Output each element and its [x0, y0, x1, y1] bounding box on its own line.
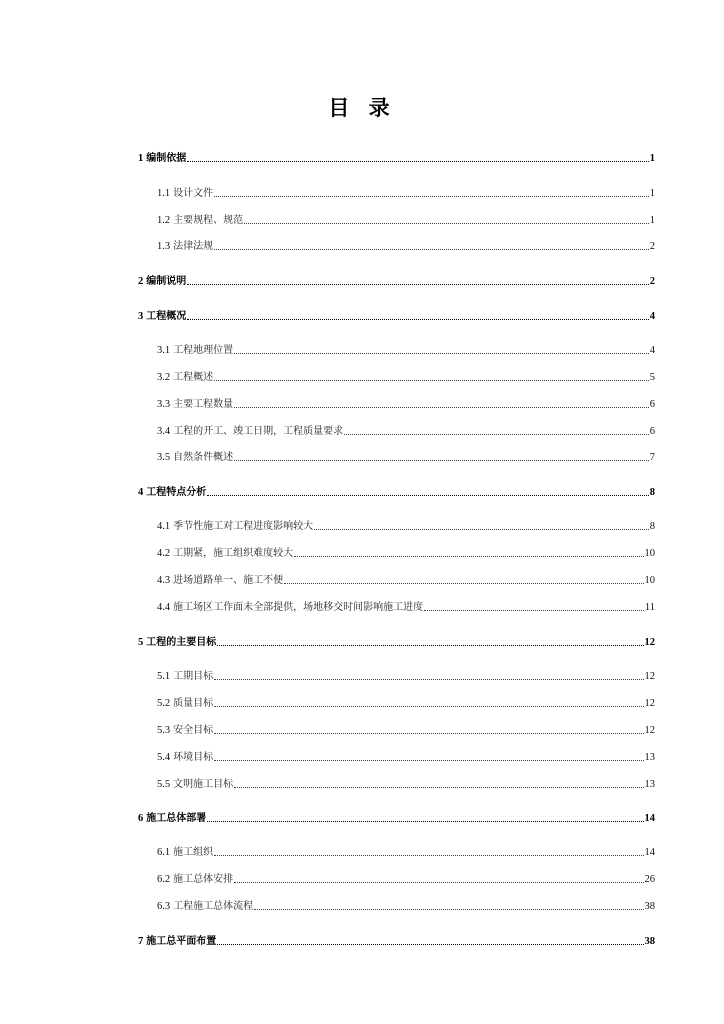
toc-page-number: 12	[644, 671, 655, 682]
toc-entry-number: 5.2	[157, 698, 171, 709]
toc-entry-title: 法律法规	[173, 241, 214, 252]
toc-page-number: 12	[644, 725, 655, 736]
toc-entry-title: 编制说明	[146, 276, 187, 287]
toc-entry-number: 4.1	[157, 521, 171, 532]
toc-page-number: 4	[649, 311, 655, 322]
toc-entry-title: 季节性施工对工程进度影响较大	[173, 521, 314, 532]
toc-section-entry[interactable]	[157, 748, 655, 763]
dot-leader	[234, 882, 643, 883]
dot-leader	[217, 944, 643, 945]
toc-entry-title: 施工总平面布置	[146, 936, 217, 947]
toc-section-entry[interactable]	[157, 721, 655, 736]
toc-page-number: 1	[649, 153, 655, 164]
dot-leader	[214, 706, 643, 707]
toc-section-entry[interactable]	[157, 184, 655, 199]
toc-section-entry[interactable]	[157, 598, 655, 613]
toc-chapter-entry[interactable]	[138, 307, 655, 322]
toc-entry-title: 工程施工总体流程	[173, 901, 254, 912]
toc-section-entry[interactable]	[157, 667, 655, 682]
toc-entry-number: 3.2	[157, 372, 171, 383]
toc-entry-number: 6	[138, 813, 144, 824]
toc-entry-number: 2	[138, 276, 144, 287]
toc-section-entry[interactable]	[157, 544, 655, 559]
toc-entry-number: 4.4	[157, 602, 171, 613]
toc-entry-number: 3.5	[157, 452, 171, 463]
toc-entry-title: 工程概述	[173, 372, 214, 383]
toc-entry-title: 工程的主要目标	[146, 637, 217, 648]
toc-entry-number: 7	[138, 936, 144, 947]
toc-page-number: 12	[644, 698, 655, 709]
toc-title: 目 录	[328, 96, 396, 120]
toc-entry-title: 施工总体安排	[173, 874, 234, 885]
toc-page-number: 12	[644, 637, 655, 648]
toc-entry-number: 1.1	[157, 188, 171, 199]
dot-leader	[234, 353, 649, 354]
dot-leader	[214, 733, 643, 734]
toc-entry-number: 5.3	[157, 725, 171, 736]
toc-page-number: 6	[649, 399, 655, 410]
toc-entry-number: 1.3	[157, 241, 171, 252]
toc-section-entry[interactable]	[157, 422, 655, 437]
toc-page-number: 13	[644, 752, 655, 763]
toc-entry-number: 4	[138, 487, 144, 498]
toc-entry-title: 文明施工目标	[173, 779, 234, 790]
toc-entry-number: 6.1	[157, 847, 171, 858]
toc-section-entry[interactable]	[157, 211, 655, 226]
dot-leader	[254, 909, 643, 910]
toc-page-number: 6	[649, 426, 655, 437]
toc-entry-title: 编制依据	[146, 153, 187, 164]
toc-entry-title: 施工总体部署	[146, 813, 207, 824]
dot-leader	[344, 434, 649, 435]
toc-entry-number: 4.2	[157, 548, 171, 559]
toc-page-number: 2	[649, 276, 655, 287]
dot-leader	[234, 407, 649, 408]
dot-leader	[234, 787, 643, 788]
toc-entry-number: 5.5	[157, 779, 171, 790]
toc-page-number: 7	[649, 452, 655, 463]
dot-leader	[284, 583, 643, 584]
dot-leader	[244, 223, 649, 224]
toc-entry-title: 环境目标	[173, 752, 214, 763]
toc-entry-title: 施工场区工作面未全部提供，场地移交时间影响施工进度	[173, 602, 424, 613]
toc-page-number: 14	[644, 813, 655, 824]
toc-entry-number: 1.2	[157, 215, 171, 226]
toc-entry-title: 设计文件	[173, 188, 214, 199]
dot-leader	[207, 821, 643, 822]
toc-page-number: 8	[649, 487, 655, 498]
toc-page-number: 1	[649, 188, 655, 199]
toc-entry-number: 1	[138, 153, 144, 164]
toc-section-entry[interactable]	[157, 368, 655, 383]
toc-entry-title: 自然条件概述	[173, 452, 234, 463]
toc-entry-title: 工程地理位置	[173, 345, 234, 356]
dot-leader	[234, 460, 649, 461]
toc-chapter-entry[interactable]	[138, 809, 655, 824]
toc-chapter-entry[interactable]	[138, 633, 655, 648]
toc-entry-title: 施工组织	[173, 847, 214, 858]
toc-chapter-entry[interactable]	[138, 932, 655, 947]
toc-page-number: 2	[649, 241, 655, 252]
toc-entry-title: 工程特点分析	[146, 487, 207, 498]
toc-entry-title: 工程概况	[146, 311, 187, 322]
toc-entry-title: 主要规程、规范	[173, 215, 244, 226]
dot-leader	[424, 610, 644, 611]
dot-leader	[207, 495, 649, 496]
toc-section-entry[interactable]	[157, 517, 655, 532]
toc-section-entry[interactable]	[157, 694, 655, 709]
toc-page-number: 26	[644, 874, 655, 885]
toc-page-number: 13	[644, 779, 655, 790]
dot-leader	[214, 679, 643, 680]
toc-entry-number: 3.4	[157, 426, 171, 437]
toc-chapter-entry[interactable]	[138, 483, 655, 498]
toc-section-entry[interactable]	[157, 775, 655, 790]
toc-section-entry[interactable]	[157, 843, 655, 858]
toc-section-entry[interactable]	[157, 448, 655, 463]
dot-leader	[314, 529, 649, 530]
toc-page-number: 14	[644, 847, 655, 858]
toc-section-entry[interactable]	[157, 897, 655, 912]
toc-entry-title: 进场道路单一、施工不便	[173, 575, 284, 586]
dot-leader	[294, 556, 643, 557]
toc-page-number: 10	[644, 575, 655, 586]
toc-page-number: 10	[644, 548, 655, 559]
dot-leader	[187, 161, 649, 162]
toc-section-entry[interactable]	[157, 237, 655, 252]
dot-leader	[214, 760, 643, 761]
toc-entry-title: 工期紧，施工组织难度较大	[173, 548, 294, 559]
toc-entry-number: 6.3	[157, 901, 171, 912]
toc-page-number: 11	[644, 602, 655, 613]
toc-entry-number: 3.1	[157, 345, 171, 356]
toc-entry-number: 3	[138, 311, 144, 322]
toc-chapter-entry[interactable]	[138, 149, 655, 164]
dot-leader	[214, 196, 649, 197]
toc-entry-title: 主要工程数量	[173, 399, 234, 410]
toc-entry-number: 4.3	[157, 575, 171, 586]
toc-entry-number: 3.3	[157, 399, 171, 410]
toc-section-entry[interactable]	[157, 571, 655, 586]
toc-entry-title: 工程的开工、竣工日期，工程质量要求	[173, 426, 344, 437]
toc-page-number: 1	[649, 215, 655, 226]
toc-page-number: 4	[649, 345, 655, 356]
toc-section-entry[interactable]	[157, 395, 655, 410]
dot-leader	[214, 249, 649, 250]
toc-entry-title: 工期目标	[173, 671, 214, 682]
dot-leader	[217, 645, 643, 646]
toc-entry-title: 安全目标	[173, 725, 214, 736]
toc-entry-title: 质量目标	[173, 698, 214, 709]
toc-entry-number: 5	[138, 637, 144, 648]
toc-page-number: 8	[649, 521, 655, 532]
toc-entry-number: 5.1	[157, 671, 171, 682]
toc-page-number: 38	[644, 901, 655, 912]
toc-entry-number: 6.2	[157, 874, 171, 885]
toc-page-number: 38	[644, 936, 655, 947]
toc-entry-number: 5.4	[157, 752, 171, 763]
dot-leader	[214, 855, 643, 856]
toc-page-number: 5	[649, 372, 655, 383]
toc-section-entry[interactable]	[157, 870, 655, 885]
dot-leader	[214, 380, 649, 381]
toc-chapter-entry[interactable]	[138, 272, 655, 287]
dot-leader	[187, 319, 649, 320]
dot-leader	[187, 284, 649, 285]
toc-section-entry[interactable]	[157, 341, 655, 356]
